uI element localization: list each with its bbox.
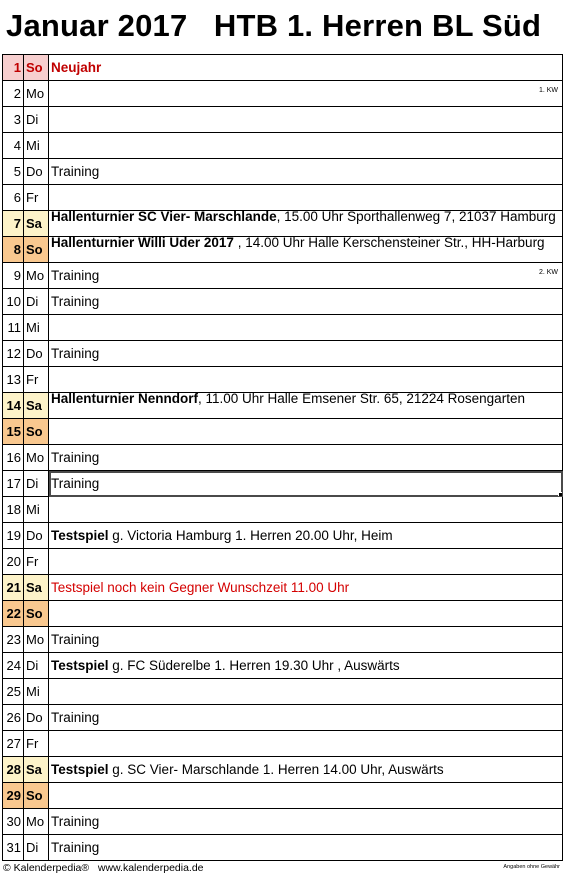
- day-row: [3, 549, 563, 575]
- weekday[interactable]: Do: [24, 159, 49, 185]
- weekday[interactable]: Fr: [24, 367, 49, 393]
- day-number[interactable]: 27: [3, 731, 24, 757]
- day-row: [3, 575, 563, 601]
- day-row: [3, 783, 563, 809]
- event-title: Testspiel: [51, 528, 109, 543]
- day-row: [3, 185, 563, 211]
- event-cell[interactable]: [49, 185, 563, 211]
- day-row: [3, 497, 563, 523]
- event-cell[interactable]: [49, 55, 563, 81]
- day-number[interactable]: 1: [3, 55, 24, 81]
- day-row: [3, 341, 563, 367]
- weekday[interactable]: So: [24, 419, 49, 445]
- event-text: Training: [51, 476, 100, 491]
- event-cell[interactable]: [49, 133, 563, 159]
- weekday[interactable]: Mo: [24, 263, 49, 289]
- weekday[interactable]: So: [24, 601, 49, 627]
- day-number[interactable]: 23: [3, 627, 24, 653]
- weekday[interactable]: So: [24, 783, 49, 809]
- event-text: Training: [51, 710, 100, 725]
- event-text: g. FC Süderelbe 1. Herren 19.30 Uhr , Auswärts: [108, 658, 400, 673]
- footer-copyright: © Kalenderpedia® www.kalenderpedia.de: [3, 862, 204, 874]
- day-number[interactable]: 18: [3, 497, 24, 523]
- event-cell[interactable]: [49, 731, 563, 757]
- calendar-week-label: 1. KW: [538, 87, 558, 94]
- weekday[interactable]: Di: [24, 471, 49, 497]
- event-text: Training: [51, 346, 100, 361]
- event-content: [51, 60, 101, 75]
- event-text: Training: [51, 164, 100, 179]
- weekday[interactable]: Mo: [24, 445, 49, 471]
- event-text: , 11.00 Uhr Halle Emsener Str. 65, 21224 Rosengarten: [198, 392, 525, 406]
- day-number[interactable]: 5: [3, 159, 24, 185]
- weekday[interactable]: Sa: [24, 211, 49, 237]
- calendar-table: [2, 54, 563, 861]
- event-cell[interactable]: [49, 237, 563, 263]
- weekday[interactable]: Fr: [24, 549, 49, 575]
- day-row: [3, 393, 563, 419]
- weekday[interactable]: Mi: [24, 315, 49, 341]
- event-content: [51, 393, 562, 418]
- event-cell[interactable]: [49, 653, 563, 679]
- weekday[interactable]: So: [24, 237, 49, 263]
- event-cell[interactable]: [49, 757, 563, 783]
- weekday[interactable]: Do: [24, 341, 49, 367]
- event-text: Training: [51, 450, 100, 465]
- calendar-body: [3, 55, 563, 861]
- event-content: [51, 237, 562, 262]
- day-row: [3, 653, 563, 679]
- event-content: [51, 632, 99, 647]
- weekday[interactable]: Di: [24, 289, 49, 315]
- weekday[interactable]: Di: [24, 835, 49, 861]
- day-row: [3, 159, 563, 185]
- event-content: [51, 476, 99, 491]
- event-content: [51, 762, 444, 777]
- event-cell[interactable]: [49, 549, 563, 575]
- event-cell[interactable]: [49, 523, 563, 549]
- day-number[interactable]: 10: [3, 289, 24, 315]
- day-row: [3, 289, 563, 315]
- weekday[interactable]: Do: [24, 523, 49, 549]
- event-text: Training: [51, 840, 100, 855]
- day-number[interactable]: 14: [3, 393, 24, 419]
- day-row: [3, 55, 563, 81]
- day-row: [3, 835, 563, 861]
- event-cell[interactable]: [49, 367, 563, 393]
- day-number[interactable]: 21: [3, 575, 24, 601]
- day-number[interactable]: 19: [3, 523, 24, 549]
- weekday[interactable]: Sa: [24, 757, 49, 783]
- day-number[interactable]: 2: [3, 81, 24, 107]
- day-row: [3, 445, 563, 471]
- day-row: [3, 263, 563, 289]
- day-number[interactable]: 28: [3, 757, 24, 783]
- event-cell[interactable]: [49, 393, 563, 419]
- event-content: [51, 211, 562, 236]
- event-cell[interactable]: [49, 315, 563, 341]
- day-number[interactable]: 15: [3, 419, 24, 445]
- event-title: Hallenturnier SC Vier- Marschlande: [51, 210, 277, 224]
- weekday[interactable]: Di: [24, 653, 49, 679]
- event-content: [51, 164, 99, 179]
- event-text: , 15.00 Uhr Sporthallenweg 7, 21037 Hamburg: [276, 210, 556, 224]
- day-number[interactable]: 4: [3, 133, 24, 159]
- event-cell[interactable]: [49, 289, 563, 315]
- weekday[interactable]: Do: [24, 705, 49, 731]
- weekday[interactable]: So: [24, 55, 49, 81]
- day-row: [3, 809, 563, 835]
- day-number[interactable]: 3: [3, 107, 24, 133]
- weekday[interactable]: Sa: [24, 393, 49, 419]
- day-number[interactable]: 24: [3, 653, 24, 679]
- event-text: Testspiel noch kein Gegner Wunschzeit 11.00 Uhr: [51, 580, 350, 595]
- day-number[interactable]: 7: [3, 211, 24, 237]
- event-cell[interactable]: [49, 445, 563, 471]
- event-cell[interactable]: [49, 263, 563, 289]
- day-number[interactable]: 9: [3, 263, 24, 289]
- weekday[interactable]: Di: [24, 107, 49, 133]
- event-content: [51, 840, 99, 855]
- day-row: [3, 601, 563, 627]
- event-content: [51, 294, 99, 309]
- event-cell[interactable]: [49, 627, 563, 653]
- event-title: Testspiel: [51, 658, 109, 673]
- day-number[interactable]: 13: [3, 367, 24, 393]
- day-row: [3, 81, 563, 107]
- day-number[interactable]: 11: [3, 315, 24, 341]
- event-cell[interactable]: [49, 835, 563, 861]
- event-cell[interactable]: [49, 679, 563, 705]
- day-row: [3, 757, 563, 783]
- event-cell[interactable]: [49, 705, 563, 731]
- event-text: Training: [51, 294, 100, 309]
- weekday[interactable]: Mi: [24, 133, 49, 159]
- event-text: g. Victoria Hamburg 1. Herren 20.00 Uhr, Heim: [108, 528, 393, 543]
- day-row: [3, 679, 563, 705]
- day-number[interactable]: 30: [3, 809, 24, 835]
- footer-disclaimer: Angaben ohne Gewähr: [503, 864, 560, 870]
- day-row: [3, 237, 563, 263]
- event-cell[interactable]: [49, 341, 563, 367]
- day-number[interactable]: 17: [3, 471, 24, 497]
- event-text: Neujahr: [51, 60, 102, 75]
- day-row: [3, 367, 563, 393]
- day-row: [3, 471, 563, 497]
- event-text: , 14.00 Uhr Halle Kerschensteiner Str., HH-Harburg: [233, 236, 545, 250]
- event-text: g. SC Vier- Marschlande 1. Herren 14.00 Uhr, Auswärts: [108, 762, 444, 777]
- weekday[interactable]: Mi: [24, 679, 49, 705]
- day-number[interactable]: 29: [3, 783, 24, 809]
- day-row: [3, 133, 563, 159]
- weekday[interactable]: Mo: [24, 81, 49, 107]
- page-title: Januar 2017 HTB 1. Herren BL Süd: [6, 8, 542, 43]
- day-row: [3, 107, 563, 133]
- event-cell[interactable]: [49, 471, 563, 497]
- weekday[interactable]: Sa: [24, 575, 49, 601]
- day-row: [3, 211, 563, 237]
- weekday[interactable]: Mo: [24, 809, 49, 835]
- event-content: [51, 580, 349, 595]
- day-number[interactable]: 25: [3, 679, 24, 705]
- day-row: [3, 705, 563, 731]
- event-content: [51, 658, 400, 673]
- event-content: [51, 710, 99, 725]
- day-number[interactable]: 22: [3, 601, 24, 627]
- event-content: [51, 528, 393, 543]
- event-content: [51, 450, 99, 465]
- day-row: [3, 731, 563, 757]
- event-text: Training: [51, 268, 100, 283]
- day-number[interactable]: 12: [3, 341, 24, 367]
- day-row: [3, 523, 563, 549]
- day-row: [3, 315, 563, 341]
- event-cell[interactable]: [49, 419, 563, 445]
- event-cell[interactable]: [49, 497, 563, 523]
- event-cell[interactable]: [49, 107, 563, 133]
- event-cell[interactable]: [49, 809, 563, 835]
- event-cell[interactable]: [49, 575, 563, 601]
- event-cell[interactable]: [49, 601, 563, 627]
- event-cell[interactable]: [49, 211, 563, 237]
- event-title: Hallenturnier Nenndorf: [51, 392, 199, 406]
- event-content: [51, 268, 99, 283]
- day-number[interactable]: 20: [3, 549, 24, 575]
- weekday[interactable]: Mi: [24, 497, 49, 523]
- event-title: Testspiel: [51, 762, 109, 777]
- calendar-week-label: 2. KW: [538, 269, 558, 276]
- event-content: [51, 814, 99, 829]
- event-text: Training: [51, 814, 100, 829]
- day-number[interactable]: 16: [3, 445, 24, 471]
- event-content: [51, 346, 99, 361]
- weekday[interactable]: Mo: [24, 627, 49, 653]
- event-cell[interactable]: [49, 81, 563, 107]
- weekday[interactable]: Fr: [24, 731, 49, 757]
- event-cell[interactable]: [49, 159, 563, 185]
- event-cell[interactable]: [49, 783, 563, 809]
- day-number[interactable]: 8: [3, 237, 24, 263]
- weekday[interactable]: Fr: [24, 185, 49, 211]
- day-number[interactable]: 31: [3, 835, 24, 861]
- day-number[interactable]: 26: [3, 705, 24, 731]
- day-row: [3, 627, 563, 653]
- event-text: Training: [51, 632, 100, 647]
- day-number[interactable]: 6: [3, 185, 24, 211]
- event-title: Hallenturnier Willi Uder 2017: [51, 236, 234, 250]
- day-row: [3, 419, 563, 445]
